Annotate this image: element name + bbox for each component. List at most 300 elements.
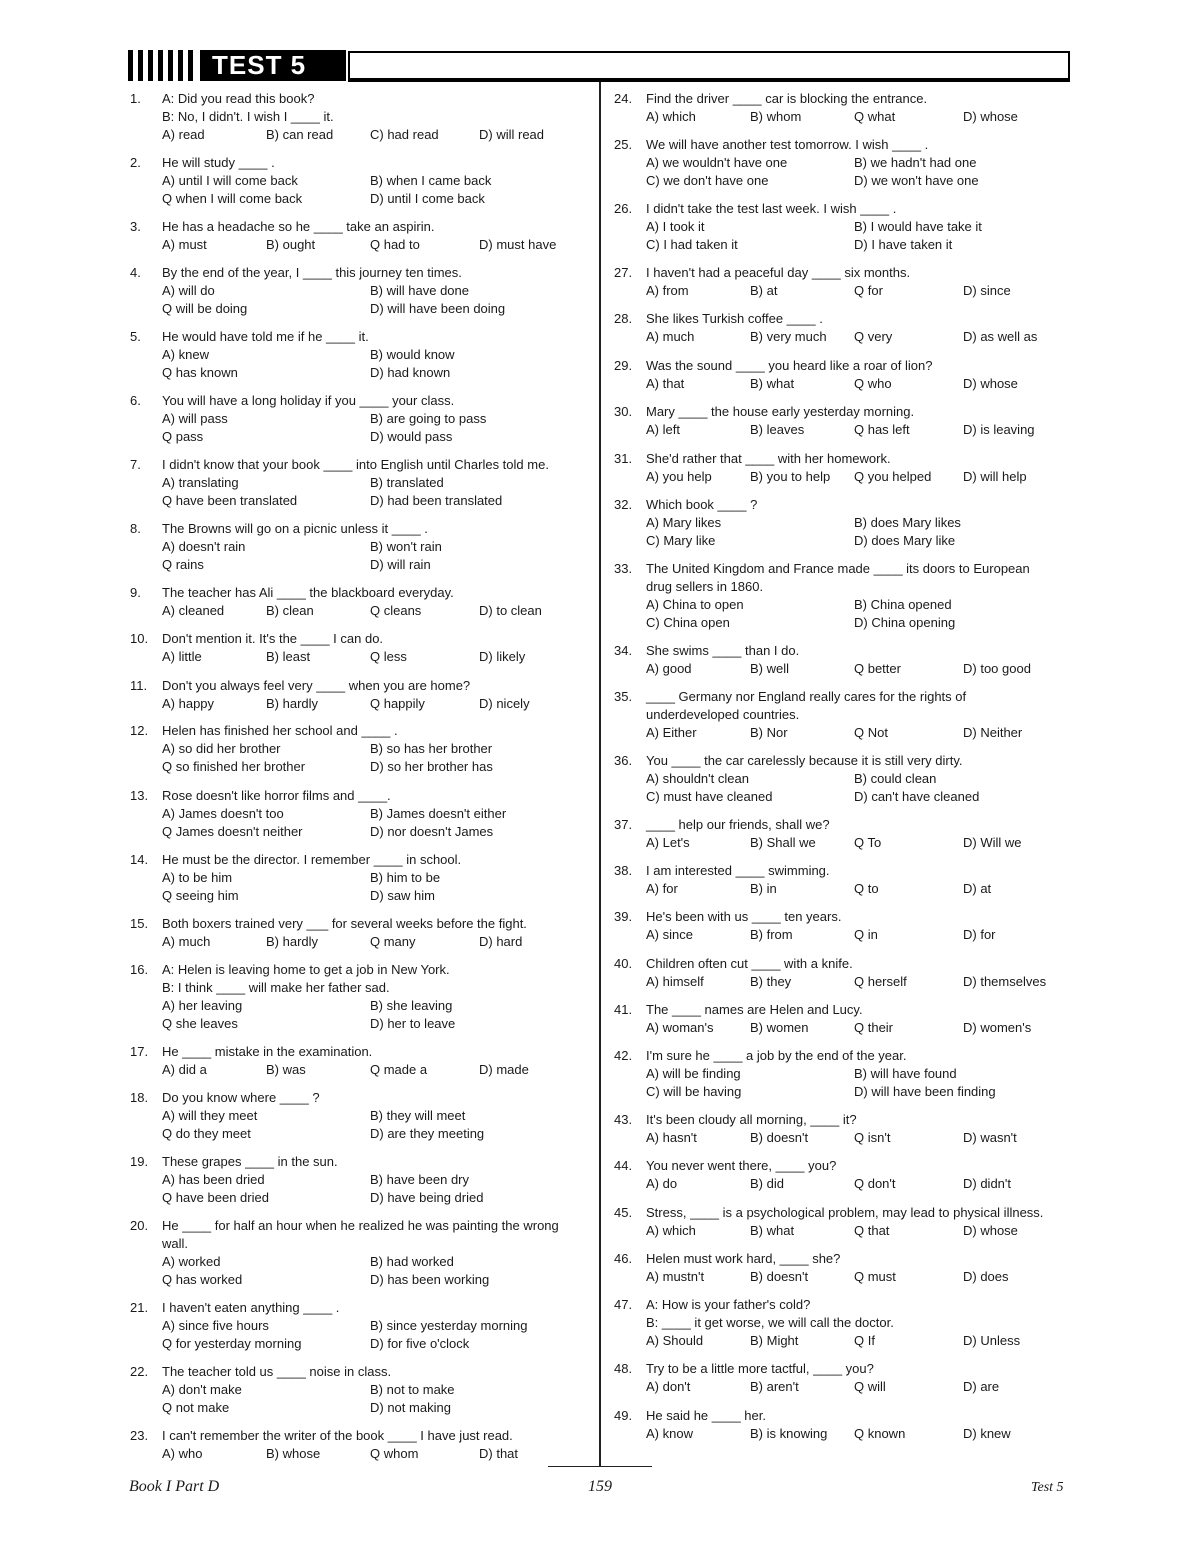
answer-option[interactable]: A) Should	[646, 1333, 704, 1348]
answer-option[interactable]: B) at	[750, 283, 778, 298]
answer-option[interactable]: A) left	[646, 422, 680, 437]
answer-option[interactable]: A) did a	[162, 1062, 207, 1077]
options-row	[162, 1335, 588, 1353]
answer-option[interactable]: Q don't	[854, 1176, 896, 1191]
answer-option[interactable]: A) since five hours	[162, 1318, 269, 1333]
question-body	[162, 1427, 588, 1463]
question-9	[130, 584, 588, 620]
answer-option[interactable]: Q must	[854, 1269, 896, 1284]
question-body	[162, 584, 588, 620]
question-body	[646, 752, 1070, 806]
answer-option[interactable]: C) must have cleaned	[646, 789, 773, 804]
answer-option[interactable]: B) she leaving	[370, 998, 453, 1013]
answer-option[interactable]: Q had to	[370, 237, 420, 252]
answer-option[interactable]: D) whose	[963, 109, 1018, 124]
answer-option[interactable]: Q Not	[854, 725, 888, 740]
question-number: 19.	[130, 1154, 149, 1169]
question-body	[162, 1217, 588, 1289]
options-row	[646, 1019, 1070, 1037]
question-text: I'm sure he ____ a job by the end of the year.	[646, 1048, 907, 1063]
answer-option[interactable]: B) is knowing	[750, 1426, 828, 1441]
question-body	[162, 1089, 588, 1143]
answer-option[interactable]: D) nicely	[479, 696, 530, 711]
answer-option[interactable]: Q rains	[162, 557, 204, 572]
answer-option[interactable]: B) does Mary likes	[854, 515, 961, 530]
question-number: 5.	[130, 329, 141, 344]
answer-option[interactable]: D) can't have cleaned	[854, 789, 980, 804]
answer-option[interactable]: B) I would have take it	[854, 219, 982, 234]
answer-option[interactable]: D) will read	[479, 127, 545, 142]
answer-option[interactable]: D) until I come back	[370, 191, 485, 206]
options-row	[646, 660, 1070, 678]
answer-option[interactable]: A) much	[162, 934, 211, 949]
answer-option[interactable]: D) whose	[963, 1223, 1018, 1238]
question-number: 31.	[614, 451, 633, 466]
answer-option[interactable]: D) has been working	[370, 1272, 490, 1287]
question-43	[614, 1111, 1070, 1147]
answer-option[interactable]: B) can read	[266, 127, 334, 142]
answer-option[interactable]: D) is leaving	[963, 422, 1035, 437]
question-42	[614, 1047, 1070, 1101]
answer-option[interactable]: A) read	[162, 127, 205, 142]
answer-option[interactable]: D) Unless	[963, 1333, 1021, 1348]
answer-option[interactable]: Q who	[854, 376, 892, 391]
answer-option[interactable]: B) James doesn't either	[370, 806, 507, 821]
answer-option[interactable]: D) to clean	[479, 603, 542, 618]
answer-option[interactable]: A) good	[646, 661, 692, 676]
options-row	[162, 740, 588, 758]
answer-option[interactable]: Q made a	[370, 1062, 428, 1077]
question-body	[162, 787, 588, 841]
question-body	[646, 264, 1070, 300]
answer-option[interactable]: B) him to be	[370, 870, 441, 885]
answer-option[interactable]: A) Mary likes	[646, 515, 722, 530]
answer-option[interactable]: A) must	[162, 237, 207, 252]
answer-option[interactable]: D) wasn't	[963, 1130, 1017, 1145]
options-row	[162, 1107, 588, 1125]
options-row	[162, 364, 588, 382]
question-body	[162, 961, 588, 1033]
options-row	[162, 1317, 588, 1335]
answer-option[interactable]: Q so finished her brother	[162, 759, 306, 774]
answer-option[interactable]: B) aren't	[750, 1379, 799, 1394]
column-divider	[599, 82, 601, 1467]
question-46	[614, 1250, 1070, 1286]
question-text: He ____ mistake in the examination.	[162, 1044, 373, 1059]
answer-option[interactable]: B) whom	[750, 109, 802, 124]
answer-option[interactable]: Q that	[854, 1223, 890, 1238]
question-24	[614, 90, 1070, 126]
options-row	[646, 218, 1070, 236]
answer-option[interactable]: A) China to open	[646, 597, 744, 612]
answer-option[interactable]: A) himself	[646, 974, 704, 989]
answer-option[interactable]: D) will rain	[370, 557, 431, 572]
question-text: Mary ____ the house early yesterday morning.	[646, 404, 915, 419]
answer-option[interactable]: D) her to leave	[370, 1016, 456, 1031]
options-row	[162, 410, 588, 428]
answer-option[interactable]: C) had read	[370, 127, 439, 142]
question-text: Don't mention it. It's the ____ I can do.	[162, 631, 384, 646]
options-row	[646, 596, 1070, 614]
answer-option[interactable]: D) had known	[370, 365, 451, 380]
answer-option[interactable]: A) we wouldn't have one	[646, 155, 788, 170]
answer-option[interactable]: D) must have	[479, 237, 557, 252]
answer-option[interactable]: A) since	[646, 927, 693, 942]
answer-option[interactable]: Q To	[854, 835, 882, 850]
answer-option[interactable]: Q do they meet	[162, 1126, 251, 1141]
answer-option[interactable]: C) I had taken it	[646, 237, 738, 252]
answer-option[interactable]: D) whose	[963, 376, 1018, 391]
answer-option[interactable]: A) worked	[162, 1254, 221, 1269]
answer-option[interactable]: D) nor doesn't James	[370, 824, 494, 839]
question-body	[646, 310, 1070, 346]
answer-option[interactable]: B) China opened	[854, 597, 952, 612]
answer-option[interactable]: A) which	[646, 109, 696, 124]
options-row	[646, 172, 1070, 190]
answer-option[interactable]: B) in	[750, 881, 777, 896]
answer-option[interactable]: Q has left	[854, 422, 910, 437]
answer-option[interactable]: A) Either	[646, 725, 697, 740]
answer-option[interactable]: A) don't make	[162, 1382, 242, 1397]
answer-option[interactable]: D) China opening	[854, 615, 956, 630]
answer-option[interactable]: D) knew	[963, 1426, 1011, 1441]
answer-option[interactable]: B) ought	[266, 237, 316, 252]
answer-option[interactable]: A) will be finding	[646, 1066, 741, 1081]
answer-option[interactable]: B) will have done	[370, 283, 469, 298]
question-text: Do you know where ____ ?	[162, 1090, 320, 1105]
options-row	[162, 823, 588, 841]
options-row	[646, 532, 1070, 550]
options-row	[646, 236, 1070, 254]
question-29	[614, 357, 1070, 393]
question-text: drug sellers in 1860.	[646, 579, 764, 594]
question-text: He would have told me if he ____ it.	[162, 329, 369, 344]
options-row	[162, 1381, 588, 1399]
answer-option[interactable]: A) who	[162, 1446, 203, 1461]
answer-option[interactable]: A) Let's	[646, 835, 690, 850]
question-21	[130, 1299, 588, 1353]
answer-option[interactable]: Q when I will come back	[162, 191, 303, 206]
answer-option[interactable]: B) very much	[750, 329, 827, 344]
answer-option[interactable]: D) saw him	[370, 888, 436, 903]
question-40	[614, 955, 1070, 991]
answer-option[interactable]: A) little	[162, 649, 202, 664]
question-body	[162, 851, 588, 905]
answer-option[interactable]: Q James doesn't neither	[162, 824, 303, 839]
answer-option[interactable]: A) happy	[162, 696, 215, 711]
answer-option[interactable]: A) will they meet	[162, 1108, 258, 1123]
answer-option[interactable]: B) from	[750, 927, 793, 942]
answer-option[interactable]: B) what	[750, 376, 795, 391]
question-number: 27.	[614, 265, 633, 280]
answer-option[interactable]: C) will be having	[646, 1084, 742, 1099]
answer-option[interactable]: D) will help	[963, 469, 1027, 484]
answer-option[interactable]: Q whom	[370, 1446, 419, 1461]
question-text: B: I think ____ will make her father sad.	[162, 980, 390, 995]
question-body	[646, 688, 1070, 742]
answer-option[interactable]: B) they	[750, 974, 792, 989]
answer-option[interactable]: A) do	[646, 1176, 678, 1191]
question-26	[614, 200, 1070, 254]
answer-option[interactable]: D) at	[963, 881, 992, 896]
answer-option[interactable]: D) will have been doing	[370, 301, 506, 316]
answer-option[interactable]: B) when I came back	[370, 173, 492, 188]
answer-option[interactable]: A) woman's	[646, 1020, 714, 1035]
question-text: I didn't take the test last week. I wish ____ .	[646, 201, 897, 216]
answer-option[interactable]: Q pass	[162, 429, 204, 444]
answer-option[interactable]: C) China open	[646, 615, 730, 630]
answer-option[interactable]: D) Will we	[963, 835, 1022, 850]
options-row	[646, 614, 1070, 632]
answer-option[interactable]: A) has been dried	[162, 1172, 265, 1187]
answer-option[interactable]: Q not make	[162, 1400, 230, 1415]
question-body	[162, 154, 588, 208]
question-number: 39.	[614, 909, 633, 924]
answer-option[interactable]: A) from	[646, 283, 689, 298]
answer-option[interactable]: D) made	[479, 1062, 529, 1077]
question-text: We will have another test tomorrow. I wish ____ .	[646, 137, 929, 152]
answer-option[interactable]: Q very	[854, 329, 893, 344]
answer-option[interactable]: A) mustn't	[646, 1269, 705, 1284]
answer-option[interactable]: Q happily	[370, 696, 425, 711]
answer-option[interactable]: B) doesn't	[750, 1269, 809, 1284]
answer-option[interactable]: Q you helped	[854, 469, 932, 484]
answer-option[interactable]: B) have been dry	[370, 1172, 470, 1187]
answer-option[interactable]: Q better	[854, 661, 901, 676]
answer-option[interactable]: D) didn't	[963, 1176, 1012, 1191]
answer-option[interactable]: Q for	[854, 283, 883, 298]
question-38	[614, 862, 1070, 898]
options-row	[646, 1332, 1070, 1350]
answer-option[interactable]: A) will do	[162, 283, 215, 298]
question-number: 10.	[130, 631, 149, 646]
answer-option[interactable]: A) that	[646, 376, 685, 391]
question-27	[614, 264, 1070, 300]
answer-option[interactable]: B) least	[266, 649, 311, 664]
answer-option[interactable]: B) whose	[266, 1446, 321, 1461]
question-body	[162, 218, 588, 254]
answer-option[interactable]: D) have being dried	[370, 1190, 484, 1205]
question-number: 22.	[130, 1364, 149, 1379]
question-body	[646, 1204, 1070, 1240]
answer-option[interactable]: B) since yesterday morning	[370, 1318, 528, 1333]
answer-option[interactable]: D) that	[479, 1446, 519, 1461]
answer-option[interactable]: D) Neither	[963, 725, 1023, 740]
answer-option[interactable]: B) doesn't	[750, 1130, 809, 1145]
answer-option[interactable]: D) would pass	[370, 429, 453, 444]
answer-option[interactable]: Q have been dried	[162, 1190, 269, 1205]
answer-option[interactable]: B) clean	[266, 603, 314, 618]
answer-option[interactable]: B) are going to pass	[370, 411, 487, 426]
answer-option[interactable]: D) for five o'clock	[370, 1336, 470, 1351]
question-text: The United Kingdom and France made ____ its doors to European	[646, 561, 1030, 576]
question-12	[130, 722, 588, 776]
question-number: 24.	[614, 91, 633, 106]
options-row	[646, 108, 1070, 126]
answer-option[interactable]: Q has known	[162, 365, 238, 380]
answer-option[interactable]: A) I took it	[646, 219, 705, 234]
answer-option[interactable]: Q what	[854, 109, 896, 124]
question-number: 35.	[614, 689, 633, 704]
answer-option[interactable]: D) so her brother has	[370, 759, 493, 774]
answer-option[interactable]: B) you to help	[750, 469, 831, 484]
answer-option[interactable]: D) does Mary like	[854, 533, 956, 548]
answer-option[interactable]: Q will	[854, 1379, 886, 1394]
answer-option[interactable]: B) did	[750, 1176, 784, 1191]
options-row	[646, 282, 1070, 300]
question-49	[614, 1407, 1070, 1443]
answer-option[interactable]: B) hardly	[266, 934, 319, 949]
answer-option[interactable]: Q in	[854, 927, 878, 942]
question-text: The teacher told us ____ noise in class.	[162, 1364, 392, 1379]
answer-option[interactable]: Q cleans	[370, 603, 422, 618]
answer-option[interactable]: D) are they meeting	[370, 1126, 485, 1141]
answer-option[interactable]: Q she leaves	[162, 1016, 238, 1031]
question-body	[162, 722, 588, 776]
test-title: TEST 5	[200, 50, 346, 81]
answer-option[interactable]: D) not making	[370, 1400, 451, 1415]
answer-option[interactable]: Q their	[854, 1020, 894, 1035]
answer-option[interactable]: A) you help	[646, 469, 712, 484]
answer-option[interactable]: D) does	[963, 1269, 1009, 1284]
answer-option[interactable]: B) translated	[370, 475, 444, 490]
options-row	[162, 602, 588, 620]
answer-option[interactable]: A) her leaving	[162, 998, 243, 1013]
options-row	[162, 648, 588, 666]
options-row	[162, 300, 588, 318]
answer-option[interactable]: A) know	[646, 1426, 693, 1441]
answer-option[interactable]: B) will have found	[854, 1066, 957, 1081]
answer-option[interactable]: Q for yesterday morning	[162, 1336, 302, 1351]
options-row	[646, 1129, 1070, 1147]
answer-option[interactable]: B) they will meet	[370, 1108, 466, 1123]
answer-option[interactable]: B) had worked	[370, 1254, 454, 1269]
answer-option[interactable]: A) cleaned	[162, 603, 225, 618]
answer-option[interactable]: Q known	[854, 1426, 906, 1441]
question-body	[162, 328, 588, 382]
answer-option[interactable]: B) not to make	[370, 1382, 455, 1397]
answer-option[interactable]: A) doesn't rain	[162, 539, 246, 554]
options-row	[162, 997, 588, 1015]
answer-option[interactable]: D) for	[963, 927, 996, 942]
answer-option[interactable]: A) will pass	[162, 411, 228, 426]
answer-option[interactable]: A) for	[646, 881, 678, 896]
answer-option[interactable]: A) James doesn't too	[162, 806, 284, 821]
options-row	[646, 880, 1070, 898]
options-row	[646, 1222, 1070, 1240]
options-row	[646, 834, 1070, 852]
answer-option[interactable]: D) hard	[479, 934, 523, 949]
question-number: 32.	[614, 497, 633, 512]
answer-option[interactable]: D) we won't have one	[854, 173, 979, 188]
question-text: Rose doesn't like horror films and ____.	[162, 788, 391, 803]
answer-option[interactable]: A) to be him	[162, 870, 233, 885]
answer-option[interactable]: A) knew	[162, 347, 209, 362]
answer-option[interactable]: A) which	[646, 1223, 696, 1238]
answer-option[interactable]: D) themselves	[963, 974, 1047, 989]
answer-option[interactable]: A) shouldn't clean	[646, 771, 749, 786]
answer-option[interactable]: B) so has her brother	[370, 741, 493, 756]
options-row	[162, 1253, 588, 1271]
answer-option[interactable]: Q has worked	[162, 1272, 243, 1287]
question-number: 23.	[130, 1428, 149, 1443]
answer-option[interactable]: Q will be doing	[162, 301, 248, 316]
answer-option[interactable]: A) don't	[646, 1379, 691, 1394]
answer-option[interactable]: B) well	[750, 661, 790, 676]
question-body	[646, 1111, 1070, 1147]
answer-option[interactable]: A) until I will come back	[162, 173, 298, 188]
options-row	[646, 973, 1070, 991]
answer-option[interactable]: Q herself	[854, 974, 907, 989]
answer-option[interactable]: B) Nor	[750, 725, 788, 740]
answer-option[interactable]: B) leaves	[750, 422, 805, 437]
answer-option[interactable]: D) will have been finding	[854, 1084, 996, 1099]
answer-option[interactable]: Q many	[370, 934, 416, 949]
question-number: 43.	[614, 1112, 633, 1127]
answer-option[interactable]: B) what	[750, 1223, 795, 1238]
question-1	[130, 90, 588, 144]
answer-option[interactable]: B) Might	[750, 1333, 799, 1348]
answer-option[interactable]: C) Mary like	[646, 533, 716, 548]
answer-option[interactable]: B) won't rain	[370, 539, 442, 554]
answer-option[interactable]: Q less	[370, 649, 407, 664]
answer-option[interactable]: D) had been translated	[370, 493, 503, 508]
question-number: 44.	[614, 1158, 633, 1173]
question-number: 18.	[130, 1090, 149, 1105]
question-body	[646, 1407, 1070, 1443]
answer-option[interactable]: D) are	[963, 1379, 1000, 1394]
question-number: 26.	[614, 201, 633, 216]
answer-option[interactable]: A) so did her brother	[162, 741, 281, 756]
answer-option[interactable]: A) much	[646, 329, 695, 344]
answer-option[interactable]: Q If	[854, 1333, 875, 1348]
question-body	[162, 264, 588, 318]
question-number: 33.	[614, 561, 633, 576]
question-number: 46.	[614, 1251, 633, 1266]
answer-option[interactable]: B) hardly	[266, 696, 319, 711]
answer-option[interactable]: B) women	[750, 1020, 809, 1035]
question-text: Find the driver ____ car is blocking the entrance.	[646, 91, 928, 106]
answer-option[interactable]: D) as well as	[963, 329, 1038, 344]
question-20	[130, 1217, 588, 1289]
answer-option[interactable]: Q have been translated	[162, 493, 298, 508]
answer-option[interactable]: D) since	[963, 283, 1011, 298]
question-text: You ____ the car carelessly because it is still very dirty.	[646, 753, 963, 768]
answer-option[interactable]: D) women's	[963, 1020, 1032, 1035]
answer-option[interactable]: A) translating	[162, 475, 239, 490]
question-number: 3.	[130, 219, 141, 234]
answer-option[interactable]: B) would know	[370, 347, 455, 362]
answer-option[interactable]: B) Shall we	[750, 835, 816, 850]
answer-option[interactable]: B) was	[266, 1062, 306, 1077]
options-row	[162, 1271, 588, 1289]
question-36	[614, 752, 1070, 806]
answer-option[interactable]: B) we hadn't had one	[854, 155, 977, 170]
answer-option[interactable]: Q to	[854, 881, 879, 896]
question-text: B: ____ it get worse, we will call the doctor.	[646, 1315, 894, 1330]
answer-option[interactable]: B) could clean	[854, 771, 937, 786]
answer-option[interactable]: D) likely	[479, 649, 526, 664]
answer-option[interactable]: Q isn't	[854, 1130, 891, 1145]
question-number: 36.	[614, 753, 633, 768]
answer-option[interactable]: D) too good	[963, 661, 1031, 676]
answer-option[interactable]: D) I have taken it	[854, 237, 953, 252]
question-text: He will study ____ .	[162, 155, 275, 170]
answer-option[interactable]: Q seeing him	[162, 888, 239, 903]
answer-option[interactable]: C) we don't have one	[646, 173, 769, 188]
question-body	[162, 1363, 588, 1417]
answer-option[interactable]: A) hasn't	[646, 1130, 697, 1145]
